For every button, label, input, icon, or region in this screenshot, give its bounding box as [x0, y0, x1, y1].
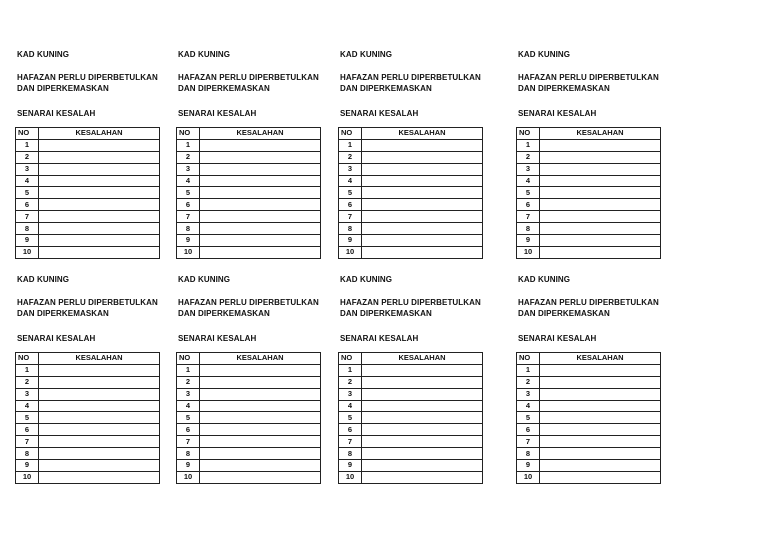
table-row — [517, 471, 661, 483]
table-row — [517, 211, 661, 223]
table-row — [16, 187, 160, 199]
row-number: 5 — [339, 412, 362, 424]
row-number: 5 — [16, 412, 39, 424]
row-number: 3 — [177, 388, 200, 400]
kesalahan-table — [516, 127, 661, 259]
kesalahan-cell[interactable] — [39, 460, 160, 472]
table-row — [517, 163, 661, 175]
row-number: 10 — [16, 246, 39, 258]
kesalahan-cell[interactable] — [540, 436, 661, 448]
table-row — [339, 460, 483, 472]
row-number: 10 — [517, 471, 540, 483]
kesalahan-cell[interactable] — [362, 400, 483, 412]
row-number: 7 — [177, 211, 200, 223]
table-row — [339, 235, 483, 247]
kesalahan-cell[interactable] — [540, 211, 661, 223]
table-row — [16, 388, 160, 400]
row-number: 6 — [517, 424, 540, 436]
table-row — [339, 246, 483, 258]
table-header-row — [517, 353, 661, 365]
kesalahan-cell[interactable] — [362, 424, 483, 436]
card-title: KAD KUNING — [518, 275, 571, 284]
kesalahan-cell[interactable] — [362, 246, 483, 258]
table-row — [16, 211, 160, 223]
table-row — [177, 364, 321, 376]
kesalahan-cell[interactable] — [362, 364, 483, 376]
table-row — [16, 163, 160, 175]
row-number: 7 — [517, 436, 540, 448]
card-heading: HAFAZAN PERLU DIPERBETULKAN DAN DIPERKEMASKAN — [340, 73, 481, 93]
row-number: 7 — [16, 436, 39, 448]
table-row — [339, 151, 483, 163]
table-row — [16, 223, 160, 235]
kesalahan-cell[interactable] — [200, 400, 321, 412]
kesalahan-cell[interactable] — [362, 376, 483, 388]
kesalahan-cell[interactable] — [362, 436, 483, 448]
table-row — [16, 400, 160, 412]
row-number: 1 — [16, 139, 39, 151]
header-no: NO — [16, 353, 39, 365]
kesalahan-cell[interactable] — [200, 139, 321, 151]
row-number: 2 — [16, 376, 39, 388]
kesalahan-cell[interactable] — [540, 199, 661, 211]
table-row — [517, 151, 661, 163]
kesalahan-cell[interactable] — [39, 139, 160, 151]
table-row — [177, 211, 321, 223]
table-header-row — [16, 128, 160, 140]
table-row — [517, 199, 661, 211]
kesalahan-cell[interactable] — [39, 235, 160, 247]
table-row — [339, 376, 483, 388]
kesalahan-table — [338, 127, 483, 259]
row-number: 9 — [16, 460, 39, 472]
card-subtitle: SENARAI KESALAH — [340, 334, 419, 343]
kesalahan-cell[interactable] — [362, 163, 483, 175]
row-number: 7 — [339, 211, 362, 223]
table-row — [177, 187, 321, 199]
table-row — [16, 460, 160, 472]
table-row — [517, 424, 661, 436]
table-row — [177, 199, 321, 211]
kesalahan-cell[interactable] — [39, 376, 160, 388]
row-number: 9 — [177, 235, 200, 247]
kesalahan-cell[interactable] — [200, 151, 321, 163]
table-row — [339, 448, 483, 460]
row-number: 2 — [517, 376, 540, 388]
table-row — [517, 460, 661, 472]
card-title: KAD KUNING — [178, 50, 231, 59]
card-heading: HAFAZAN PERLU DIPERBETULKAN DAN DIPERKEMASKAN — [178, 73, 319, 93]
table-row — [16, 424, 160, 436]
table-row — [517, 436, 661, 448]
row-number: 8 — [517, 223, 540, 235]
header-no: NO — [177, 128, 200, 140]
header-kesalahan: KESALAHAN — [362, 128, 483, 140]
row-number: 10 — [177, 246, 200, 258]
kesalahan-cell[interactable] — [200, 412, 321, 424]
kesalahan-cell[interactable] — [39, 448, 160, 460]
kesalahan-cell[interactable] — [39, 175, 160, 187]
row-number: 2 — [517, 151, 540, 163]
row-number: 10 — [16, 471, 39, 483]
table-row — [177, 471, 321, 483]
row-number: 9 — [16, 235, 39, 247]
kesalahan-cell[interactable] — [362, 388, 483, 400]
kesalahan-cell[interactable] — [540, 376, 661, 388]
row-number: 1 — [517, 364, 540, 376]
row-number: 10 — [339, 246, 362, 258]
kesalahan-table — [516, 352, 661, 484]
card-subtitle: SENARAI KESALAH — [518, 109, 597, 118]
table-row — [339, 139, 483, 151]
kesalahan-cell[interactable] — [200, 424, 321, 436]
card-subtitle: SENARAI KESALAH — [178, 334, 257, 343]
kesalahan-table — [176, 352, 321, 484]
row-number: 2 — [16, 151, 39, 163]
card-title: KAD KUNING — [340, 275, 393, 284]
kesalahan-cell[interactable] — [540, 187, 661, 199]
card-heading: HAFAZAN PERLU DIPERBETULKAN DAN DIPERKEMASKAN — [17, 73, 158, 93]
kesalahan-cell[interactable] — [362, 175, 483, 187]
card-title: KAD KUNING — [340, 50, 393, 59]
kesalahan-cell[interactable] — [540, 400, 661, 412]
row-number: 4 — [177, 400, 200, 412]
card-heading: HAFAZAN PERLU DIPERBETULKAN DAN DIPERKEMASKAN — [518, 298, 659, 318]
row-number: 8 — [16, 223, 39, 235]
header-kesalahan: KESALAHAN — [540, 128, 661, 140]
table-row — [517, 187, 661, 199]
row-number: 4 — [517, 175, 540, 187]
table-row — [16, 235, 160, 247]
kesalahan-cell[interactable] — [39, 364, 160, 376]
row-number: 7 — [339, 436, 362, 448]
kesalahan-cell[interactable] — [540, 175, 661, 187]
card-title: KAD KUNING — [17, 50, 70, 59]
header-no: NO — [517, 128, 540, 140]
kesalahan-cell[interactable] — [540, 151, 661, 163]
kesalahan-cell[interactable] — [39, 436, 160, 448]
kesalahan-cell[interactable] — [362, 211, 483, 223]
table-row — [177, 223, 321, 235]
header-kesalahan: KESALAHAN — [540, 353, 661, 365]
table-row — [16, 151, 160, 163]
row-number: 5 — [339, 187, 362, 199]
kesalahan-cell[interactable] — [540, 223, 661, 235]
row-number: 1 — [177, 139, 200, 151]
row-number: 1 — [339, 139, 362, 151]
row-number: 9 — [339, 235, 362, 247]
row-number: 6 — [177, 424, 200, 436]
table-row — [16, 246, 160, 258]
row-number: 4 — [177, 175, 200, 187]
header-no: NO — [339, 128, 362, 140]
table-row — [16, 139, 160, 151]
table-row — [339, 211, 483, 223]
table-row — [177, 460, 321, 472]
kesalahan-cell[interactable] — [200, 471, 321, 483]
table-row — [177, 175, 321, 187]
header-kesalahan: KESALAHAN — [200, 128, 321, 140]
kesalahan-cell[interactable] — [200, 175, 321, 187]
row-number: 1 — [177, 364, 200, 376]
header-no: NO — [177, 353, 200, 365]
kesalahan-table — [15, 352, 160, 484]
header-kesalahan: KESALAHAN — [39, 128, 160, 140]
kesalahan-cell[interactable] — [39, 223, 160, 235]
row-number: 9 — [177, 460, 200, 472]
header-no: NO — [517, 353, 540, 365]
table-header-row — [339, 128, 483, 140]
kesalahan-cell[interactable] — [200, 235, 321, 247]
kesalahan-cell[interactable] — [39, 424, 160, 436]
kesalahan-cell[interactable] — [200, 187, 321, 199]
table-row — [177, 388, 321, 400]
row-number: 5 — [177, 187, 200, 199]
table-row — [339, 187, 483, 199]
table-row — [177, 400, 321, 412]
kesalahan-cell[interactable] — [540, 364, 661, 376]
table-row — [339, 400, 483, 412]
card-subtitle: SENARAI KESALAH — [178, 109, 257, 118]
kesalahan-cell[interactable] — [362, 223, 483, 235]
row-number: 10 — [517, 246, 540, 258]
row-number: 7 — [177, 436, 200, 448]
card-subtitle: SENARAI KESALAH — [17, 334, 96, 343]
table-header-row — [177, 128, 321, 140]
kesalahan-cell[interactable] — [362, 412, 483, 424]
row-number: 4 — [517, 400, 540, 412]
row-number: 2 — [339, 376, 362, 388]
kesalahan-cell[interactable] — [39, 412, 160, 424]
table-row — [177, 246, 321, 258]
table-row — [339, 163, 483, 175]
kesalahan-cell[interactable] — [362, 460, 483, 472]
card-subtitle: SENARAI KESALAH — [340, 109, 419, 118]
kesalahan-cell[interactable] — [200, 223, 321, 235]
kesalahan-cell[interactable] — [200, 448, 321, 460]
kesalahan-cell[interactable] — [540, 460, 661, 472]
row-number: 6 — [339, 424, 362, 436]
row-number: 4 — [339, 400, 362, 412]
table-row — [16, 376, 160, 388]
table-row — [517, 246, 661, 258]
table-row — [339, 364, 483, 376]
table-row — [517, 223, 661, 235]
row-number: 2 — [339, 151, 362, 163]
row-number: 3 — [339, 163, 362, 175]
header-kesalahan: KESALAHAN — [362, 353, 483, 365]
kesalahan-table — [338, 352, 483, 484]
row-number: 9 — [517, 460, 540, 472]
card-subtitle: SENARAI KESALAH — [518, 334, 597, 343]
table-header-row — [177, 353, 321, 365]
row-number: 1 — [339, 364, 362, 376]
row-number: 10 — [339, 471, 362, 483]
table-header-row — [16, 353, 160, 365]
table-row — [339, 471, 483, 483]
kesalahan-cell[interactable] — [200, 388, 321, 400]
kesalahan-table — [176, 127, 321, 259]
row-number: 8 — [517, 448, 540, 460]
table-row — [16, 364, 160, 376]
row-number: 5 — [16, 187, 39, 199]
row-number: 4 — [16, 400, 39, 412]
row-number: 3 — [517, 388, 540, 400]
row-number: 6 — [517, 199, 540, 211]
row-number: 5 — [517, 412, 540, 424]
table-row — [339, 412, 483, 424]
row-number: 7 — [16, 211, 39, 223]
kesalahan-cell[interactable] — [540, 448, 661, 460]
row-number: 1 — [517, 139, 540, 151]
card-title: KAD KUNING — [17, 275, 70, 284]
row-number: 8 — [339, 448, 362, 460]
table-row — [517, 139, 661, 151]
table-row — [339, 424, 483, 436]
table-row — [177, 436, 321, 448]
row-number: 3 — [16, 388, 39, 400]
table-row — [339, 175, 483, 187]
kesalahan-cell[interactable] — [362, 199, 483, 211]
table-row — [177, 139, 321, 151]
table-row — [177, 163, 321, 175]
header-no: NO — [339, 353, 362, 365]
row-number: 6 — [339, 199, 362, 211]
table-row — [339, 388, 483, 400]
kesalahan-cell[interactable] — [39, 151, 160, 163]
row-number: 2 — [177, 376, 200, 388]
row-number: 9 — [517, 235, 540, 247]
table-row — [177, 412, 321, 424]
kesalahan-cell[interactable] — [200, 364, 321, 376]
card-subtitle: SENARAI KESALAH — [17, 109, 96, 118]
row-number: 3 — [339, 388, 362, 400]
row-number: 5 — [177, 412, 200, 424]
row-number: 6 — [16, 199, 39, 211]
kesalahan-cell[interactable] — [39, 211, 160, 223]
kesalahan-cell[interactable] — [200, 246, 321, 258]
card-title: KAD KUNING — [518, 50, 571, 59]
table-row — [517, 448, 661, 460]
kesalahan-cell[interactable] — [200, 163, 321, 175]
table-row — [517, 400, 661, 412]
table-row — [339, 199, 483, 211]
kesalahan-cell[interactable] — [200, 436, 321, 448]
row-number: 8 — [16, 448, 39, 460]
row-number: 9 — [339, 460, 362, 472]
kesalahan-cell[interactable] — [200, 199, 321, 211]
card-heading: HAFAZAN PERLU DIPERBETULKAN DAN DIPERKEMASKAN — [17, 298, 158, 318]
row-number: 10 — [177, 471, 200, 483]
table-row — [517, 412, 661, 424]
kesalahan-cell[interactable] — [200, 460, 321, 472]
table-row — [177, 235, 321, 247]
kesalahan-cell[interactable] — [39, 163, 160, 175]
row-number: 7 — [517, 211, 540, 223]
table-row — [339, 436, 483, 448]
kesalahan-table — [15, 127, 160, 259]
table-header-row — [517, 128, 661, 140]
kesalahan-cell[interactable] — [39, 471, 160, 483]
table-row — [177, 424, 321, 436]
kesalahan-cell[interactable] — [39, 388, 160, 400]
kesalahan-cell[interactable] — [540, 139, 661, 151]
row-number: 6 — [177, 199, 200, 211]
card-heading: HAFAZAN PERLU DIPERBETULKAN DAN DIPERKEMASKAN — [340, 298, 481, 318]
kesalahan-cell[interactable] — [540, 471, 661, 483]
row-number: 3 — [517, 163, 540, 175]
table-row — [177, 151, 321, 163]
card-heading: HAFAZAN PERLU DIPERBETULKAN DAN DIPERKEMASKAN — [178, 298, 319, 318]
row-number: 3 — [16, 163, 39, 175]
row-number: 3 — [177, 163, 200, 175]
kesalahan-cell[interactable] — [200, 376, 321, 388]
table-row — [339, 223, 483, 235]
row-number: 1 — [16, 364, 39, 376]
row-number: 4 — [16, 175, 39, 187]
table-row — [517, 175, 661, 187]
row-number: 8 — [177, 223, 200, 235]
table-row — [177, 376, 321, 388]
kesalahan-cell[interactable] — [540, 412, 661, 424]
kesalahan-cell[interactable] — [200, 211, 321, 223]
table-row — [16, 175, 160, 187]
kesalahan-cell[interactable] — [362, 187, 483, 199]
kesalahan-cell[interactable] — [540, 246, 661, 258]
row-number: 8 — [177, 448, 200, 460]
table-row — [517, 235, 661, 247]
table-row — [517, 364, 661, 376]
kesalahan-cell[interactable] — [39, 246, 160, 258]
table-row — [517, 388, 661, 400]
kesalahan-cell[interactable] — [362, 471, 483, 483]
kesalahan-cell[interactable] — [540, 235, 661, 247]
card-title: KAD KUNING — [178, 275, 231, 284]
kesalahan-cell[interactable] — [39, 400, 160, 412]
kesalahan-cell[interactable] — [540, 163, 661, 175]
table-row — [517, 376, 661, 388]
row-number: 8 — [339, 223, 362, 235]
kesalahan-cell[interactable] — [540, 388, 661, 400]
row-number: 4 — [339, 175, 362, 187]
row-number: 2 — [177, 151, 200, 163]
row-number: 6 — [16, 424, 39, 436]
kesalahan-cell[interactable] — [362, 448, 483, 460]
header-kesalahan: KESALAHAN — [39, 353, 160, 365]
table-row — [16, 471, 160, 483]
table-row — [177, 448, 321, 460]
row-number: 5 — [517, 187, 540, 199]
kesalahan-cell[interactable] — [540, 424, 661, 436]
kesalahan-cell[interactable] — [39, 187, 160, 199]
table-row — [16, 412, 160, 424]
kesalahan-cell[interactable] — [362, 139, 483, 151]
table-row — [16, 436, 160, 448]
kesalahan-cell[interactable] — [362, 235, 483, 247]
table-header-row — [339, 353, 483, 365]
kesalahan-cell[interactable] — [39, 199, 160, 211]
header-no: NO — [16, 128, 39, 140]
table-row — [16, 199, 160, 211]
table-row — [16, 448, 160, 460]
header-kesalahan: KESALAHAN — [200, 353, 321, 365]
kesalahan-cell[interactable] — [362, 151, 483, 163]
card-heading: HAFAZAN PERLU DIPERBETULKAN DAN DIPERKEMASKAN — [518, 73, 659, 93]
